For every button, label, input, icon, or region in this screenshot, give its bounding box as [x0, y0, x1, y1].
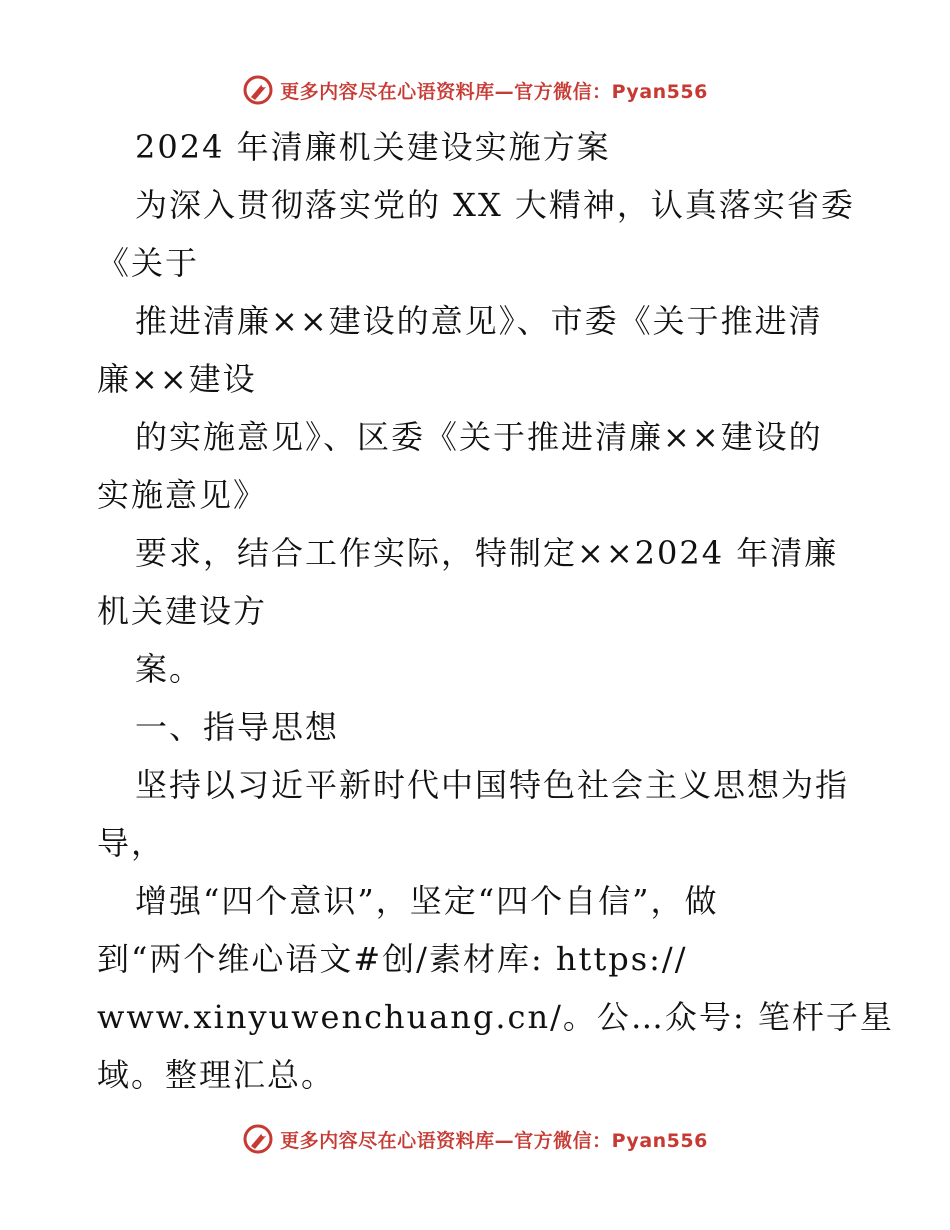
pen-seal-logo-icon	[242, 1123, 274, 1155]
paragraph-line: 坚持以习近平新时代中国特色社会主义思想为指	[135, 766, 850, 804]
paragraph-line: 廉××建设	[97, 360, 257, 398]
footer-banner	[0, 1117, 950, 1161]
pen-seal-logo-icon	[242, 74, 274, 106]
header-banner	[0, 68, 950, 112]
header-banner-text: 更多内容尽在心语资料库—官方微信：Pyan556	[280, 80, 708, 103]
footer-banner-text: 更多内容尽在心语资料库—官方微信：Pyan556	[280, 1129, 708, 1152]
paragraph-line: 推进清廉××建设的意见》、市委《关于推进清	[135, 302, 823, 340]
paragraph-line: 的实施意见》、区委《关于推进清廉××建设的	[135, 418, 823, 456]
document-body	[97, 118, 894, 1104]
paragraph-line: 域。整理汇总。	[97, 1056, 336, 1094]
paragraph-line: 导，	[97, 824, 166, 862]
paragraph-line: 增强“四个意识”，坚定“四个自信”，做	[135, 882, 719, 920]
paragraph-line: www.xinyuwenchuang.cn/。公…众号: 笔杆子星	[97, 998, 894, 1036]
paragraph-line: 到“两个维心语文#创/素材库: https://	[97, 940, 688, 978]
paragraph-line: 机关建设方	[97, 592, 268, 630]
paragraph-line: 要求，结合工作实际，特制定××2024 年清廉	[135, 534, 839, 572]
paragraph-line: 为深入贯彻落实党的 XX 大精神，认真落实省委	[135, 186, 855, 224]
paragraph-line: 《关于	[97, 244, 200, 282]
paragraph-line: 案。	[135, 650, 204, 688]
paragraph-line: 实施意见》	[97, 476, 268, 514]
section-heading: 一、指导思想	[135, 708, 340, 746]
document-title: 2024 年清廉机关建设实施方案	[135, 128, 611, 166]
